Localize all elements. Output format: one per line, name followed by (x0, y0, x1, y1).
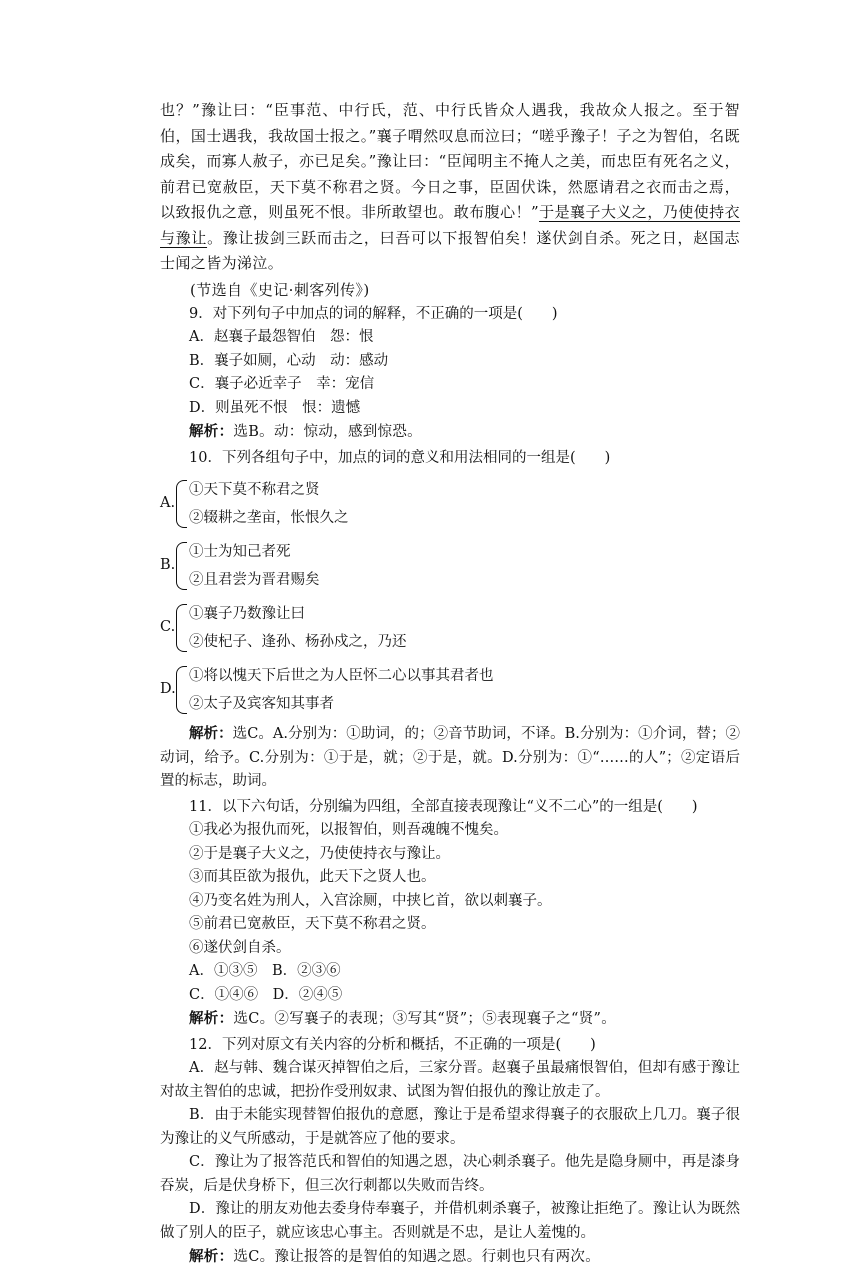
q11-item-2: ②于是襄子大义之，乃使使持衣与豫让。 (189, 845, 450, 862)
q10-group-b (160, 538, 740, 594)
q10-group-d-key: D. (160, 681, 176, 698)
brace-icon (176, 480, 187, 528)
q10-group-a-sentence-1: ①天下莫不称君之贤 (189, 482, 320, 498)
q10-group-c-key: C. (160, 619, 176, 636)
q9-analysis (160, 420, 740, 445)
q10-group-b-sentence-1: ①士为知己者死 (189, 544, 291, 560)
passage (160, 98, 740, 301)
q10-group-c-sentence-1: ①襄子乃数豫让曰 (189, 606, 305, 622)
passage-text: 也？”豫让曰：“臣事范、中行氏，范、中行氏皆众人遇我，我故众人报之。至于智伯，国士遇我，我故国士报之。”襄子喟然叹息而泣曰；“嗟乎豫子！子之为智伯，名既成矣，而寡人赦子，亦已足矣。”豫让曰：“臣闻明主不掩人之美，而忠臣有死名之义，前君已宽赦臣，天下莫不称君之贤。今日之事，臣固伏诛，然愿请君之衣而击之焉，以致报仇之意，则虽死不恨。非所敢望也。敢布腹心！” (160, 101, 740, 221)
q12-option-d: D．豫让的朋友劝他去委身侍奉襄子，并借机刺杀襄子，被豫让拒绝了。豫让认为既然做了别人的臣子，就应该忠心事主。否则就是不忠，是让人羞愧的。 (160, 1201, 740, 1241)
q10-group-c (160, 600, 740, 656)
brace-icon (176, 604, 187, 652)
q11-item-6: ⑥遂伏剑自杀。 (189, 939, 291, 956)
q10-group-d-sentence-1: ①将以愧天下后世之为人臣怀二心以事其君者也 (189, 668, 494, 684)
q12-analysis-text: 选C。豫让报答的是智伯的知遇之恩。行刺也只有两次。 (233, 1249, 600, 1265)
q10-group-d-sentence-2: ②太子及宾客知其事者 (189, 696, 334, 712)
q11-options-row-1: A．①③⑤ B．②③⑥ (189, 963, 341, 979)
q9-option-d: D．则虽死不恨 恨：遗憾 (189, 399, 361, 416)
q9-analysis-label: 解析： (189, 423, 234, 440)
q12-option-a: A．赵与韩、魏合谋灭掉智伯之后，三家分晋。赵襄子虽最痛恨智伯，但却有感于豫让对故主智伯的忠诚，把扮作受刑奴隶、试图为智伯报仇的豫让放走了。 (160, 1060, 740, 1100)
q11-item-5: ⑤前君已宽赦臣，天下莫不称君之贤。 (189, 916, 436, 932)
q10-group-d (160, 662, 740, 718)
q10-analysis-label: 解析： (189, 725, 233, 742)
q12-analysis-label: 解析： (189, 1248, 234, 1265)
q11-item-3: ③而其臣欲为报仇，此天下之贤人也。 (189, 869, 436, 885)
q9-option-c: C．襄子必近幸子 幸：宠信 (189, 376, 375, 392)
q11-options-row-2: C．①④⑥ D．②④⑤ (189, 986, 343, 1003)
passage-source: (节选自《史记·刺客列传》) (190, 280, 370, 299)
document-page (160, 98, 740, 1270)
brace-icon (176, 542, 187, 590)
q9-option-b: B．襄子如厕，心动 动：感动 (189, 352, 389, 369)
q10-group-c-sentence-2: ②使杞子、逢孙、杨孙戍之，乃还 (189, 634, 407, 650)
q11-analysis-label: 解析： (189, 1010, 234, 1027)
q11-analysis-text: 选C。②写襄子的表现；③写其“贤”；⑤表现襄子之“贤”。 (233, 1011, 617, 1027)
q10-group-a-sentence-2: ②辍耕之垄亩，怅恨久之 (189, 510, 349, 526)
passage-tail: 。豫让拔剑三跃而击之，曰吾可以下报智伯矣！遂伏剑自杀。死之日，赵国志士闻之皆为涕泣。 (160, 228, 741, 272)
question-12 (160, 1034, 740, 1270)
q11-analysis (160, 1007, 740, 1032)
q10-stem: 10．下列各组句子中，加点的词的意义和用法相同的一组是( ) (189, 449, 611, 466)
q12-option-c: C．豫让为了报答范氏和智伯的知遇之恩，决心刺杀襄子。他先是隐身厕中，再是漆身吞炭，后是伏身桥下，但三次行刺都以失败而告终。 (160, 1154, 740, 1194)
q10-analysis-text: 选C。A.分别为：①助词，的；②音节助词，不译。B.分别为：①介词，替；②动词，给予。C.分别为：①于是，就；②于是，就。D.分别为：①“……的人”；②定语后置的标志，助词。 (160, 726, 741, 789)
brace-icon (176, 666, 187, 714)
q11-stem: 11．以下六句话，分别编为四组，全部直接表现豫让“义不二心”的一组是( ) (189, 798, 698, 815)
passage-underlined: 于是襄子大义之，乃使使持衣与豫让 (160, 203, 741, 247)
q12-analysis (160, 1245, 740, 1270)
q10-group-b-key: B. (160, 557, 176, 574)
q10-group-a-key: A. (160, 495, 176, 512)
q11-item-4: ④乃变名姓为刑人，入宫涂厕，中挟匕首，欲以刺襄子。 (189, 892, 552, 909)
question-11 (160, 796, 740, 1032)
q9-stem: 9．对下列句子中加点的词的解释，不正确的一项是( ) (189, 305, 558, 322)
q10-group-a (160, 476, 740, 532)
passage-paragraph (160, 98, 740, 277)
q12-option-b: B．由于未能实现替智伯报仇的意愿，豫让于是希望求得襄子的衣服砍上几刀。襄子很为豫让的义气所感动，于是就答应了他的要求。 (160, 1107, 740, 1147)
q9-option-a: A．赵襄子最怨智伯 怨：恨 (189, 329, 374, 345)
q10-analysis (160, 722, 740, 794)
q9-analysis-text: 选B。动：惊动，感到惊恐。 (233, 424, 422, 440)
q10-group-b-sentence-2: ②且君尝为晋君赐矣 (189, 572, 320, 588)
q11-item-1: ①我必为报仇而死，以报智伯，则吾魂魄不愧矣。 (189, 822, 508, 838)
question-9 (160, 303, 740, 445)
question-10 (160, 447, 740, 794)
q12-stem: 12．下列对原文有关内容的分析和概括，不正确的一项是( ) (189, 1036, 596, 1053)
